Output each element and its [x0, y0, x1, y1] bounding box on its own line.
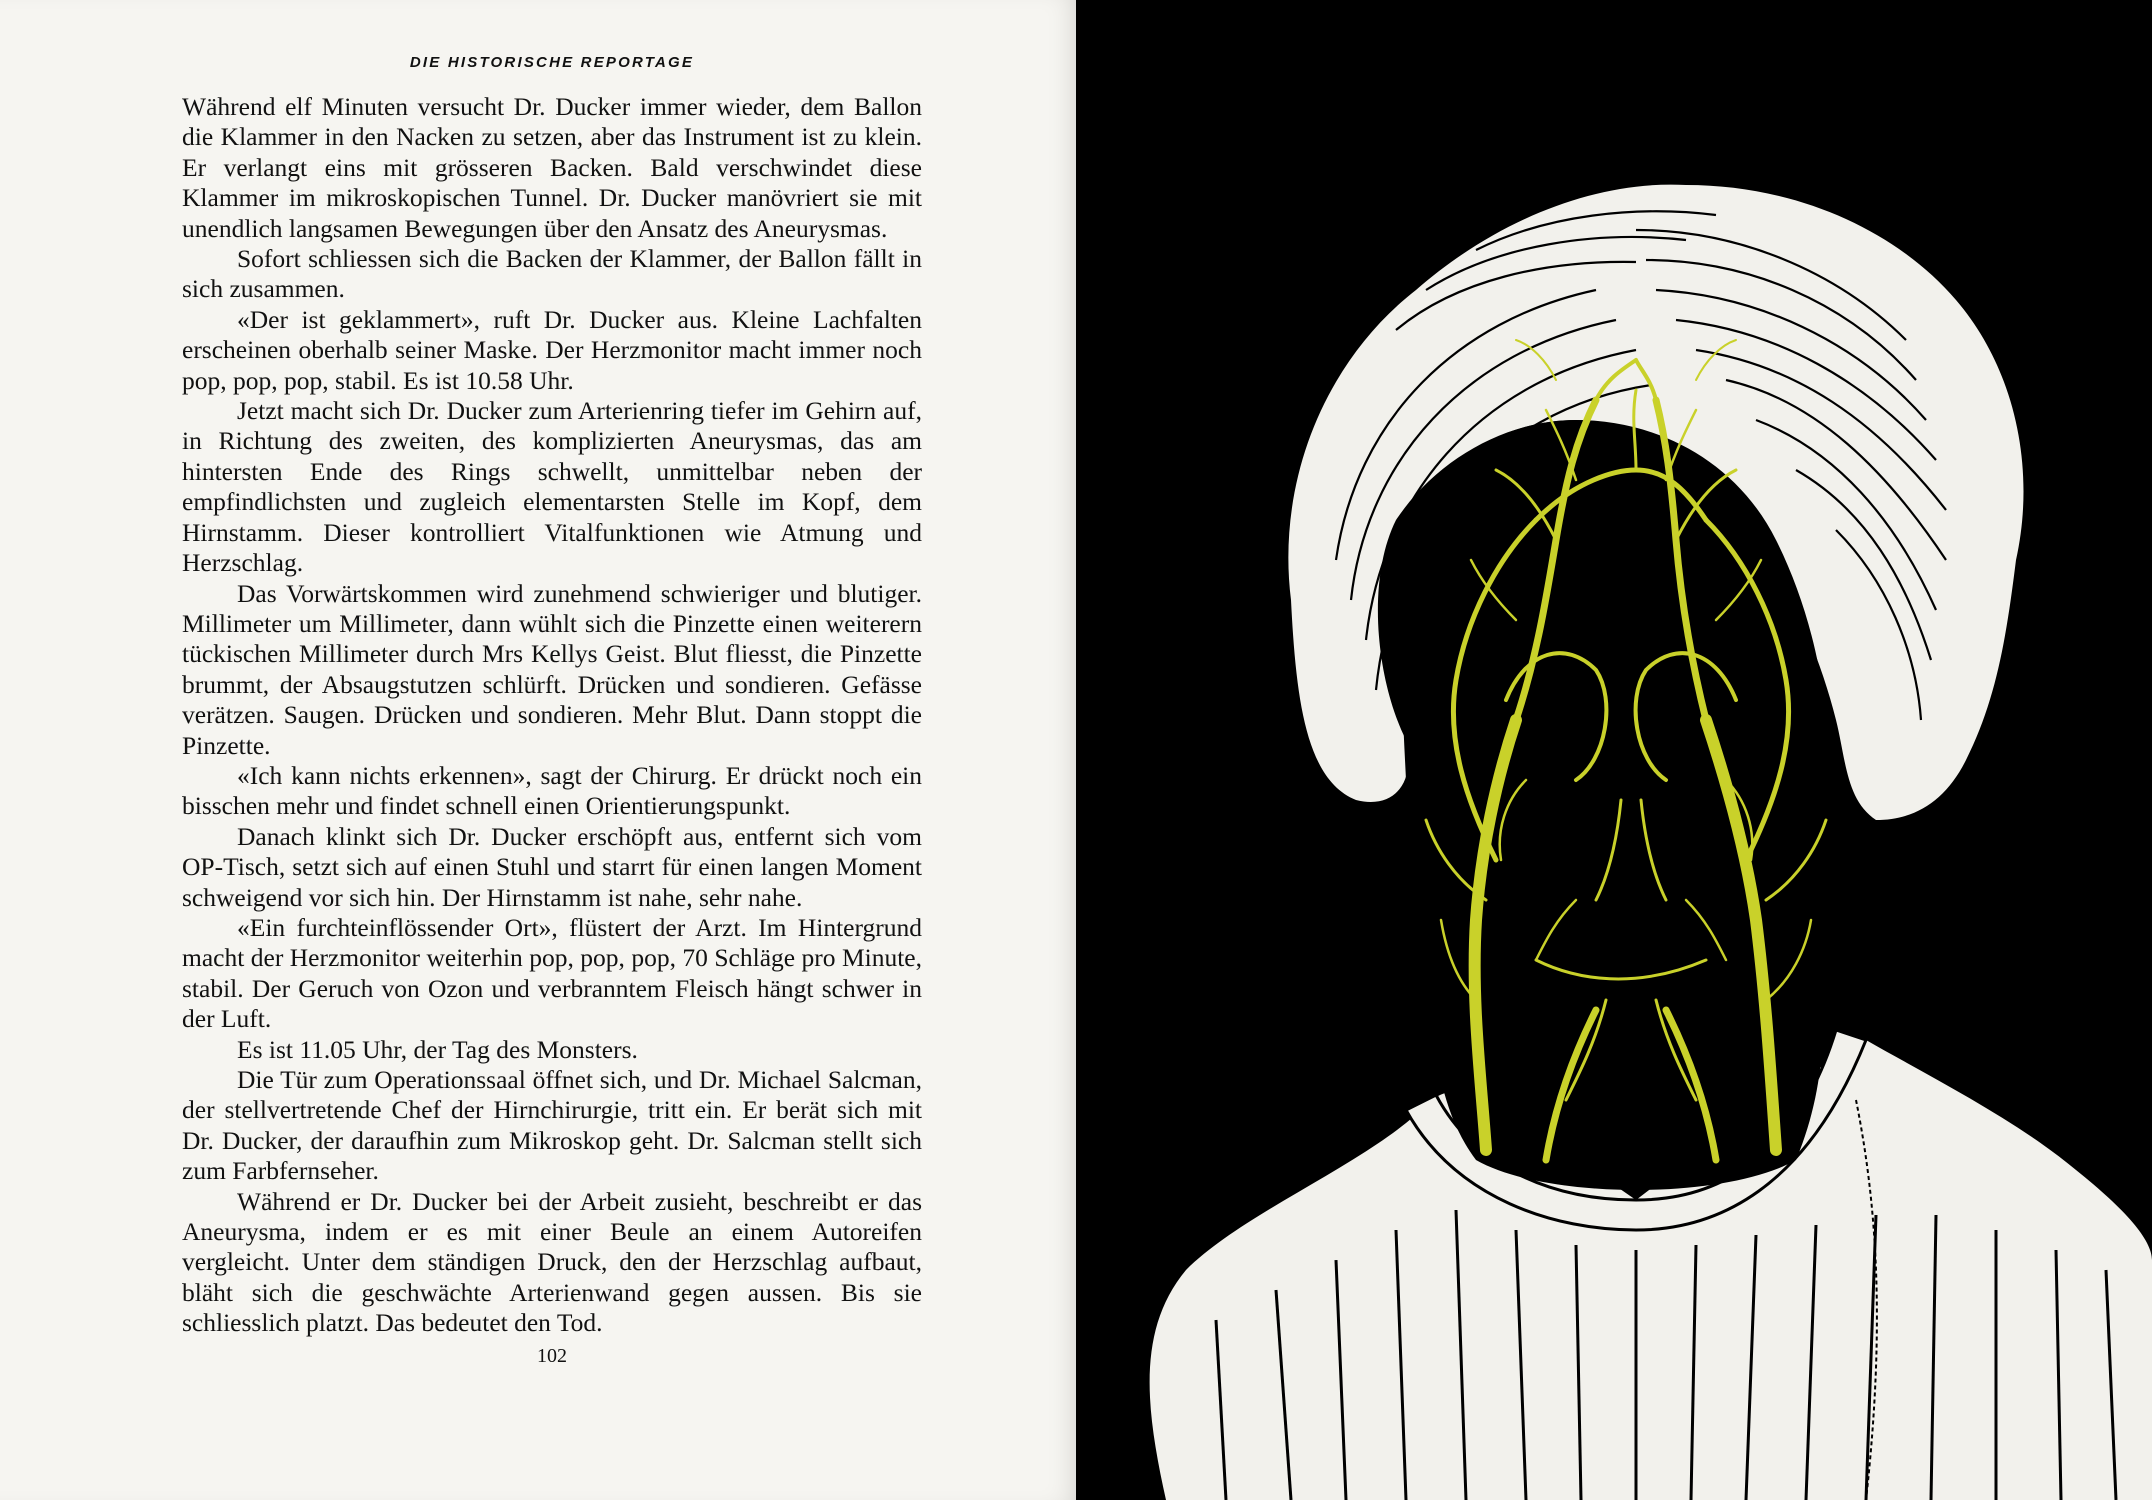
paragraph: Jetzt macht sich Dr. Ducker zum Arterienring tiefer im Gehirn auf, in Richtung des zweiten, des komplizierten Aneurysmas, das am hintersten Ende des Rings schwellt, unmittelbar neben der empfindlichsten und zugleich elementarsten Stelle im Kopf, dem Hirnstamm. Dieser kontrolliert Vitalfunktionen wie Atmung und Herzschlag.: [182, 396, 922, 578]
paragraph: «Der ist geklammert», ruft Dr. Ducker aus. Kleine Lachfalten erscheinen oberhalb seiner Maske. Der Herzmonitor macht immer noch pop, pop, pop, stabil. Es ist 10.58 Uhr.: [182, 304, 922, 395]
portrait-illustration: [1076, 0, 2152, 1500]
paragraph: «Ein furchteinflössender Ort», flüstert der Arzt. Im Hintergrund macht der Herzmonitor weiterhin pop, pop, pop, 70 Schläge pro Minute, stabil. Der Geruch von Ozon und verbranntem Fleisch hängt schwer in der Luft.: [182, 912, 922, 1034]
paragraph: Das Vorwärtskommen wird zunehmend schwieriger und blutiger. Millimeter um Millimeter, dann wühlt sich die Pinzette einen weiterern tückischen Millimeter durch Mrs Kellys Geist. Blut fliesst, die Pinzette brummt, der Absaugstutzen schlürft. Drücken und sondieren. Gefässe verätzen. Saugen. Drücken und sondieren. Mehr Blut. Dann stoppt die Pinzette.: [182, 578, 922, 760]
running-head: DIE HISTORISCHE REPORTAGE: [409, 54, 695, 71]
paragraph: Sofort schliessen sich die Backen der Klammer, der Ballon fällt in sich zusammen.: [182, 244, 922, 304]
paragraph: Danach klinkt sich Dr. Ducker erschöpft aus, entfernt sich vom OP-Tisch, setzt sich auf einen Stuhl und starrt für einen langen Moment schweigend vor sich hin. Der Hirnstamm ist nahe, sehr nahe.: [182, 821, 922, 912]
paragraph: Während er Dr. Ducker bei der Arbeit zusieht, beschreibt er das Aneurysma, indem er es mit einer Beule an einem Autoreifen vergleicht. Unter dem ständigen Druck, den der Herzschlag aufbaut, bläht sich die geschwächte Arterienwand gegen aussen. Bis sie schliesslich platzt. Das bedeutet den Tod.: [182, 1186, 922, 1338]
right-page: [1076, 0, 2152, 1500]
paragraph: Es ist 11.05 Uhr, der Tag des Monsters.: [237, 1034, 638, 1064]
paragraph: «Ich kann nichts erkennen», sagt der Chirurg. Er drückt noch ein bisschen mehr und findet schnell einen Orientierungspunkt.: [182, 760, 922, 821]
paragraph: Die Tür zum Operationssaal öffnet sich, und Dr. Michael Salcman, der stellvertretende Chef der Hirnchirurgie, tritt ein. Er berät sich mit Dr. Ducker, der daraufhin zum Mikroskop geht. Dr. Salcman stellt sich zum Farbfernseher.: [182, 1065, 922, 1186]
page-number: 102: [537, 1345, 567, 1367]
paragraph: Während elf Minuten versucht Dr. Ducker immer wieder, dem Ballon die Klammer in den Nacken zu setzen, aber das Instrument ist zu klein. Er verlangt eins mit grösseren Backen. Bald verschwindet diese Klammer im mikroskopischen Tunnel. Dr. Ducker manövriert sie mit unendlich langsamen Bewegungen über den Ansatz des Aneurysmas.: [182, 92, 922, 243]
body-text: [182, 92, 922, 1339]
